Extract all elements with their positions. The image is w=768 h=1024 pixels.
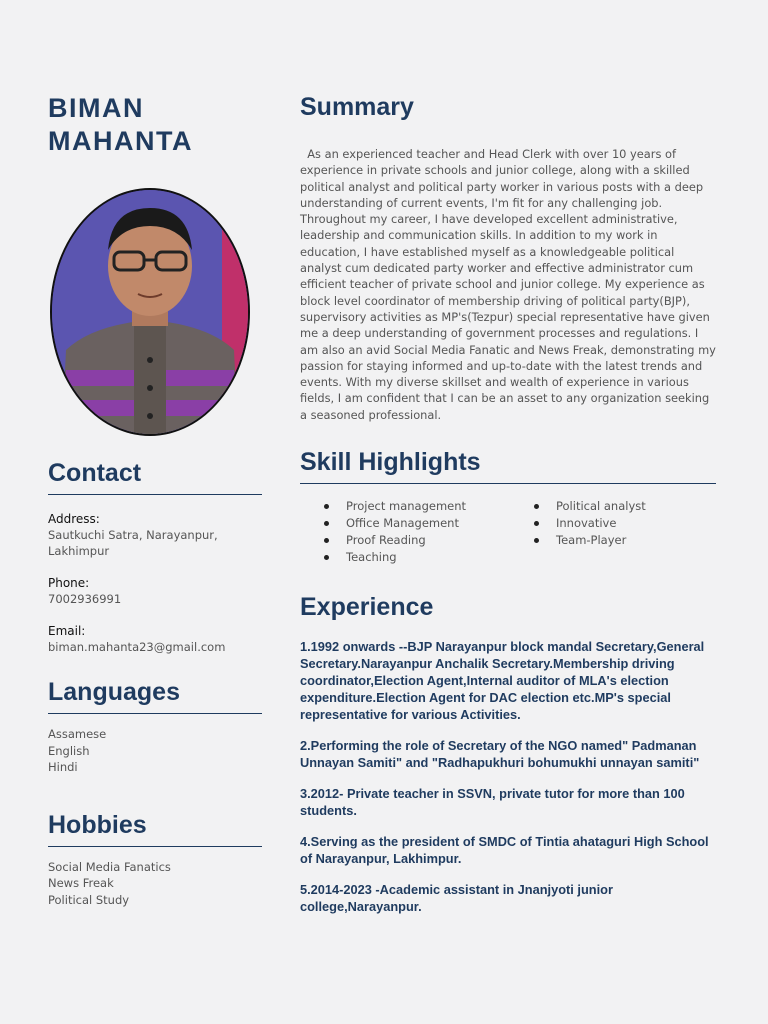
phone-value: 7002936991 xyxy=(48,592,122,606)
languages-divider xyxy=(48,713,262,714)
experience-item: 3.2012- Private teacher in SSVN, private tutor for more than 100 students. xyxy=(300,786,685,819)
hobbies-divider xyxy=(48,846,262,847)
list-item: Team-Player xyxy=(510,532,646,549)
contact-title: Contact xyxy=(48,459,142,487)
list-item: Proof Reading xyxy=(300,532,510,549)
list-item: Assamese xyxy=(48,727,107,741)
summary-section xyxy=(300,92,716,423)
skills-section xyxy=(300,447,716,566)
skills-list xyxy=(300,498,716,566)
languages-title: Languages xyxy=(48,678,180,706)
skills-column-1 xyxy=(300,498,510,566)
experience-item: 4.Serving as the president of SMDC of Tintia ahataguri High School of Narayanpur, Lakhimpur. xyxy=(300,834,709,867)
list-item: Political analyst xyxy=(510,498,646,515)
contact-section xyxy=(48,458,262,655)
phone-label: Phone: xyxy=(48,576,90,590)
hobbies-list xyxy=(48,859,262,909)
list-item: English xyxy=(48,743,90,758)
email-label: Email: xyxy=(48,624,86,638)
address-value: Sautkuchi Satra, Narayanpur, Lakhimpur xyxy=(48,528,218,558)
right-column xyxy=(300,92,716,915)
hobbies-section xyxy=(48,810,262,909)
profile-photo xyxy=(50,188,250,436)
languages-section xyxy=(48,677,262,776)
list-item: News Freak xyxy=(48,876,114,890)
experience-item: 2.Performing the role of Secretary of the NGO named" Padmanan Unnayan Samiti" and "Radhapukhuri bohumukhi unnayan samiti" xyxy=(300,738,700,771)
candidate-name: BIMAN MAHANTA xyxy=(48,93,193,156)
skills-title: Skill Highlights xyxy=(300,448,481,477)
email-value: biman.mahanta23@gmail.com xyxy=(48,640,226,654)
summary-title: Summary xyxy=(300,93,414,121)
list-item: Office Management xyxy=(300,515,510,532)
list-item: Project management xyxy=(300,498,510,515)
list-item: Social Media Fanatics xyxy=(48,859,171,874)
experience-item: 5.2014-2023 -Academic assistant in Jnanjyoti junior college,Narayanpur. xyxy=(300,882,613,915)
experience-title: Experience xyxy=(300,593,434,622)
list-item: Teaching xyxy=(300,549,510,566)
address-label: Address: xyxy=(48,512,100,526)
list-item: Political Study xyxy=(48,892,130,907)
list-item: Innovative xyxy=(510,515,646,532)
experience-section xyxy=(300,592,716,915)
list-item: Hindi xyxy=(48,760,78,774)
experience-item: 1.1992 onwards --BJP Narayanpur block mandal Secretary,General Secretary.Narayanpur Anchalik Secretary.Membership driving coordinator,Election Agent,Internal auditor of MLA's election expenditure.Election Agent for DAC election etc.MP's special representative for various Activities. xyxy=(300,639,705,723)
portrait-illustration xyxy=(52,190,248,434)
languages-list xyxy=(48,726,262,776)
skills-column-2 xyxy=(510,498,646,566)
skills-divider xyxy=(300,483,716,484)
hobbies-title: Hobbies xyxy=(48,810,147,839)
left-column xyxy=(48,92,262,908)
contact-divider xyxy=(48,494,262,495)
summary-text: As an experienced teacher and Head Clerk with over 10 years of experience in private schools and junior college, along with a skilled political analyst and political party worker in various posts with a deep understanding of current events, I'm fit for any challenging job. Throughout my career, I have developed excellent administrative, leadership and communication skills. In addition to my work in education, I have established myself as a knowledgeable political analyst cum dedicated party worker and effective administrator cum efficient teacher of private school and junior college. My experience as block level coordinator of membership driving of political party(BJP), supervisory activities as MP's(Tezpur) special representative have given me a deep understanding of government processes and regulations. I am also an avid Social Media Fanatic and News Freak, demonstrating my passion for staying informed and up-to-date with the latest trends and events. With my diverse skillset and wealth of experience in various fields, I am confident that I can be an asset to any organization seeking a seasoned professional. xyxy=(300,147,716,422)
